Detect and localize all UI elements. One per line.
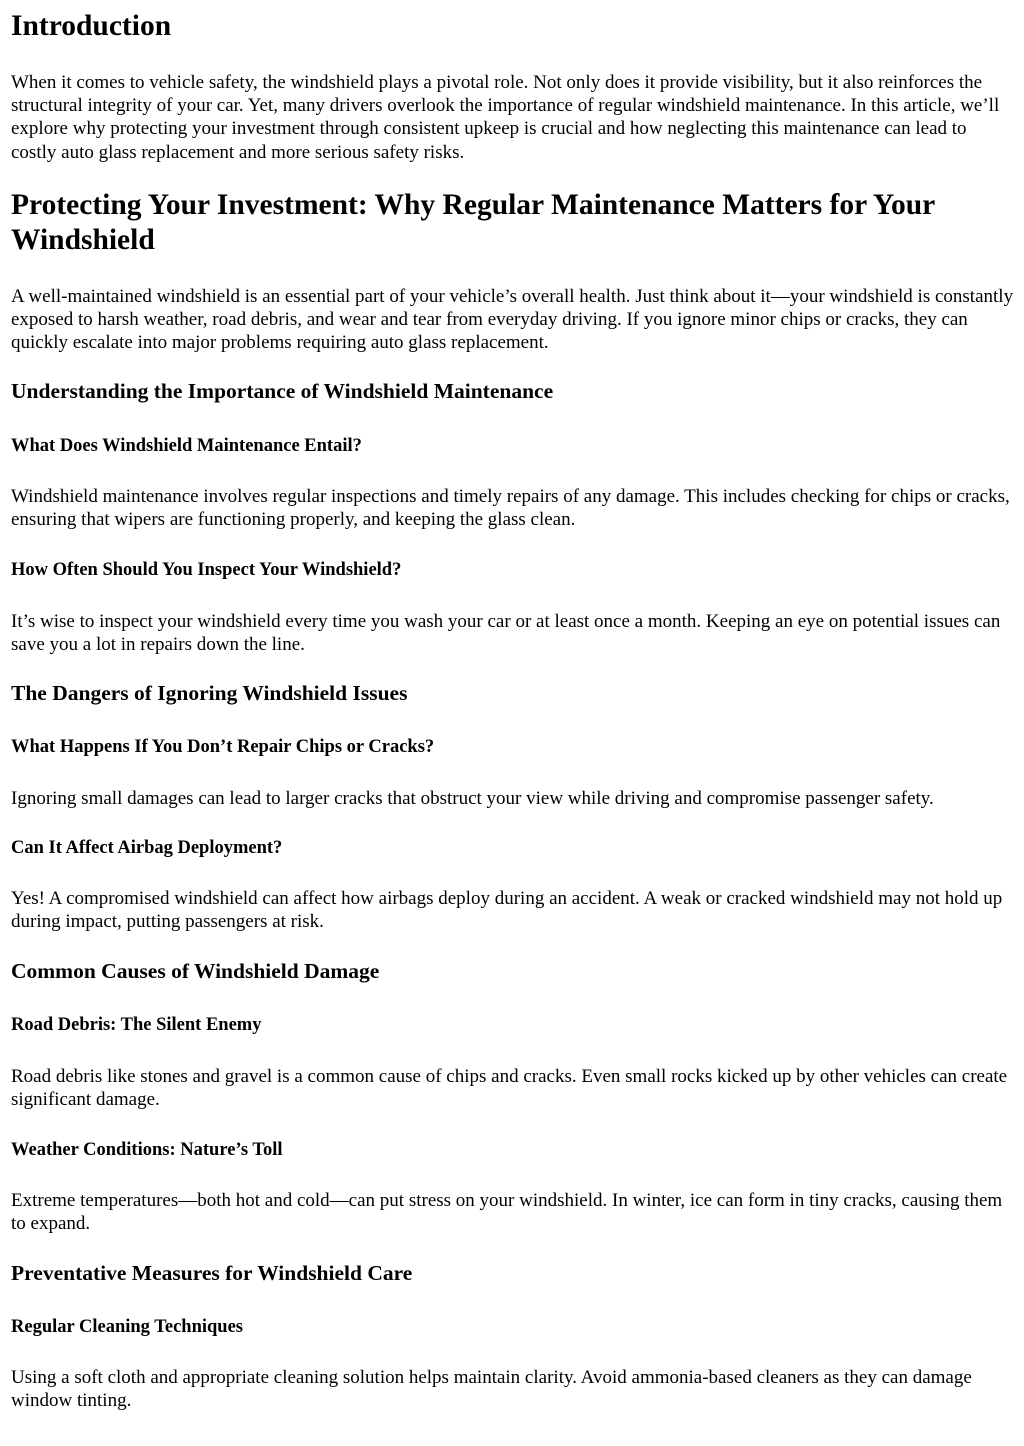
section-heading: Common Causes of Windshield Damage [11, 959, 380, 983]
subsection-paragraph: Using a soft cloth and appropriate cleaning solution helps maintain clarity. Avoid ammonia-based cleaners as they can damage window tinting. [11, 1367, 972, 1412]
subsection-heading: Weather Conditions: Nature’s Toll [11, 1140, 283, 1160]
main-paragraph: A well-maintained windshield is an essential part of your vehicle’s overall health. Just think about it—your windshield is constantly exposed to harsh weather, road debris, and wear and tear from everyday driving. If you ignore minor chips or cracks, they can quickly escalate into major problems requiring auto glass replacement. [11, 286, 1014, 354]
intro-heading: Introduction [11, 10, 172, 42]
intro-paragraph: When it comes to vehicle safety, the windshield plays a pivotal role. Not only does it provide visibility, but it also reinforces the structural integrity of your car. Yet, many drivers overlook the importance of regular windshield maintenance. In this article, we’ll explore why protecting your investment through consistent upkeep is crucial and how neglecting this maintenance can lead to costly auto glass replacement and more serious safety risks. [11, 72, 1000, 163]
subsection-paragraph: Extreme temperatures—both hot and cold—can put stress on your windshield. In winter, ice can form in tiny cracks, causing them to expand. [11, 1190, 1003, 1235]
section-heading: The Dangers of Ignoring Windshield Issues [11, 681, 408, 705]
subsection-paragraph: Road debris like stones and gravel is a common cause of chips and cracks. Even small rocks kicked up by other vehicles can create significant damage. [11, 1066, 1008, 1111]
section-heading: Preventative Measures for Windshield Care [11, 1261, 413, 1285]
subsection-heading: Road Debris: The Silent Enemy [11, 1015, 262, 1035]
subsection-paragraph: Windshield maintenance involves regular inspections and timely repairs of any damage. This includes checking for chips or cracks, ensuring that wipers are functioning properly, and keeping the glass clean. [11, 486, 1010, 531]
subsection-heading: What Happens If You Don’t Repair Chips or Cracks? [11, 737, 435, 757]
main-heading: Protecting Your Investment: Why Regular Maintenance Matters for Your Windshield [11, 189, 935, 256]
subsection-heading: What Does Windshield Maintenance Entail? [11, 436, 362, 456]
subsection-heading: How Often Should You Inspect Your Windshield? [11, 560, 402, 580]
section-heading: Understanding the Importance of Windshield Maintenance [11, 379, 554, 403]
subsection-heading: Can It Affect Airbag Deployment? [11, 838, 283, 858]
subsection-paragraph: It’s wise to inspect your windshield every time you wash your car or at least once a month. Keeping an eye on potential issues can save you a lot in repairs down the line. [11, 611, 1001, 656]
subsection-paragraph: Yes! A compromised windshield can affect how airbags deploy during an accident. A weak or cracked windshield may not hold up during impact, putting passengers at risk. [11, 888, 1003, 933]
subsection-heading: Regular Cleaning Techniques [11, 1317, 243, 1337]
subsection-paragraph: Ignoring small damages can lead to larger cracks that obstruct your view while driving and compromise passenger safety. [11, 788, 934, 809]
